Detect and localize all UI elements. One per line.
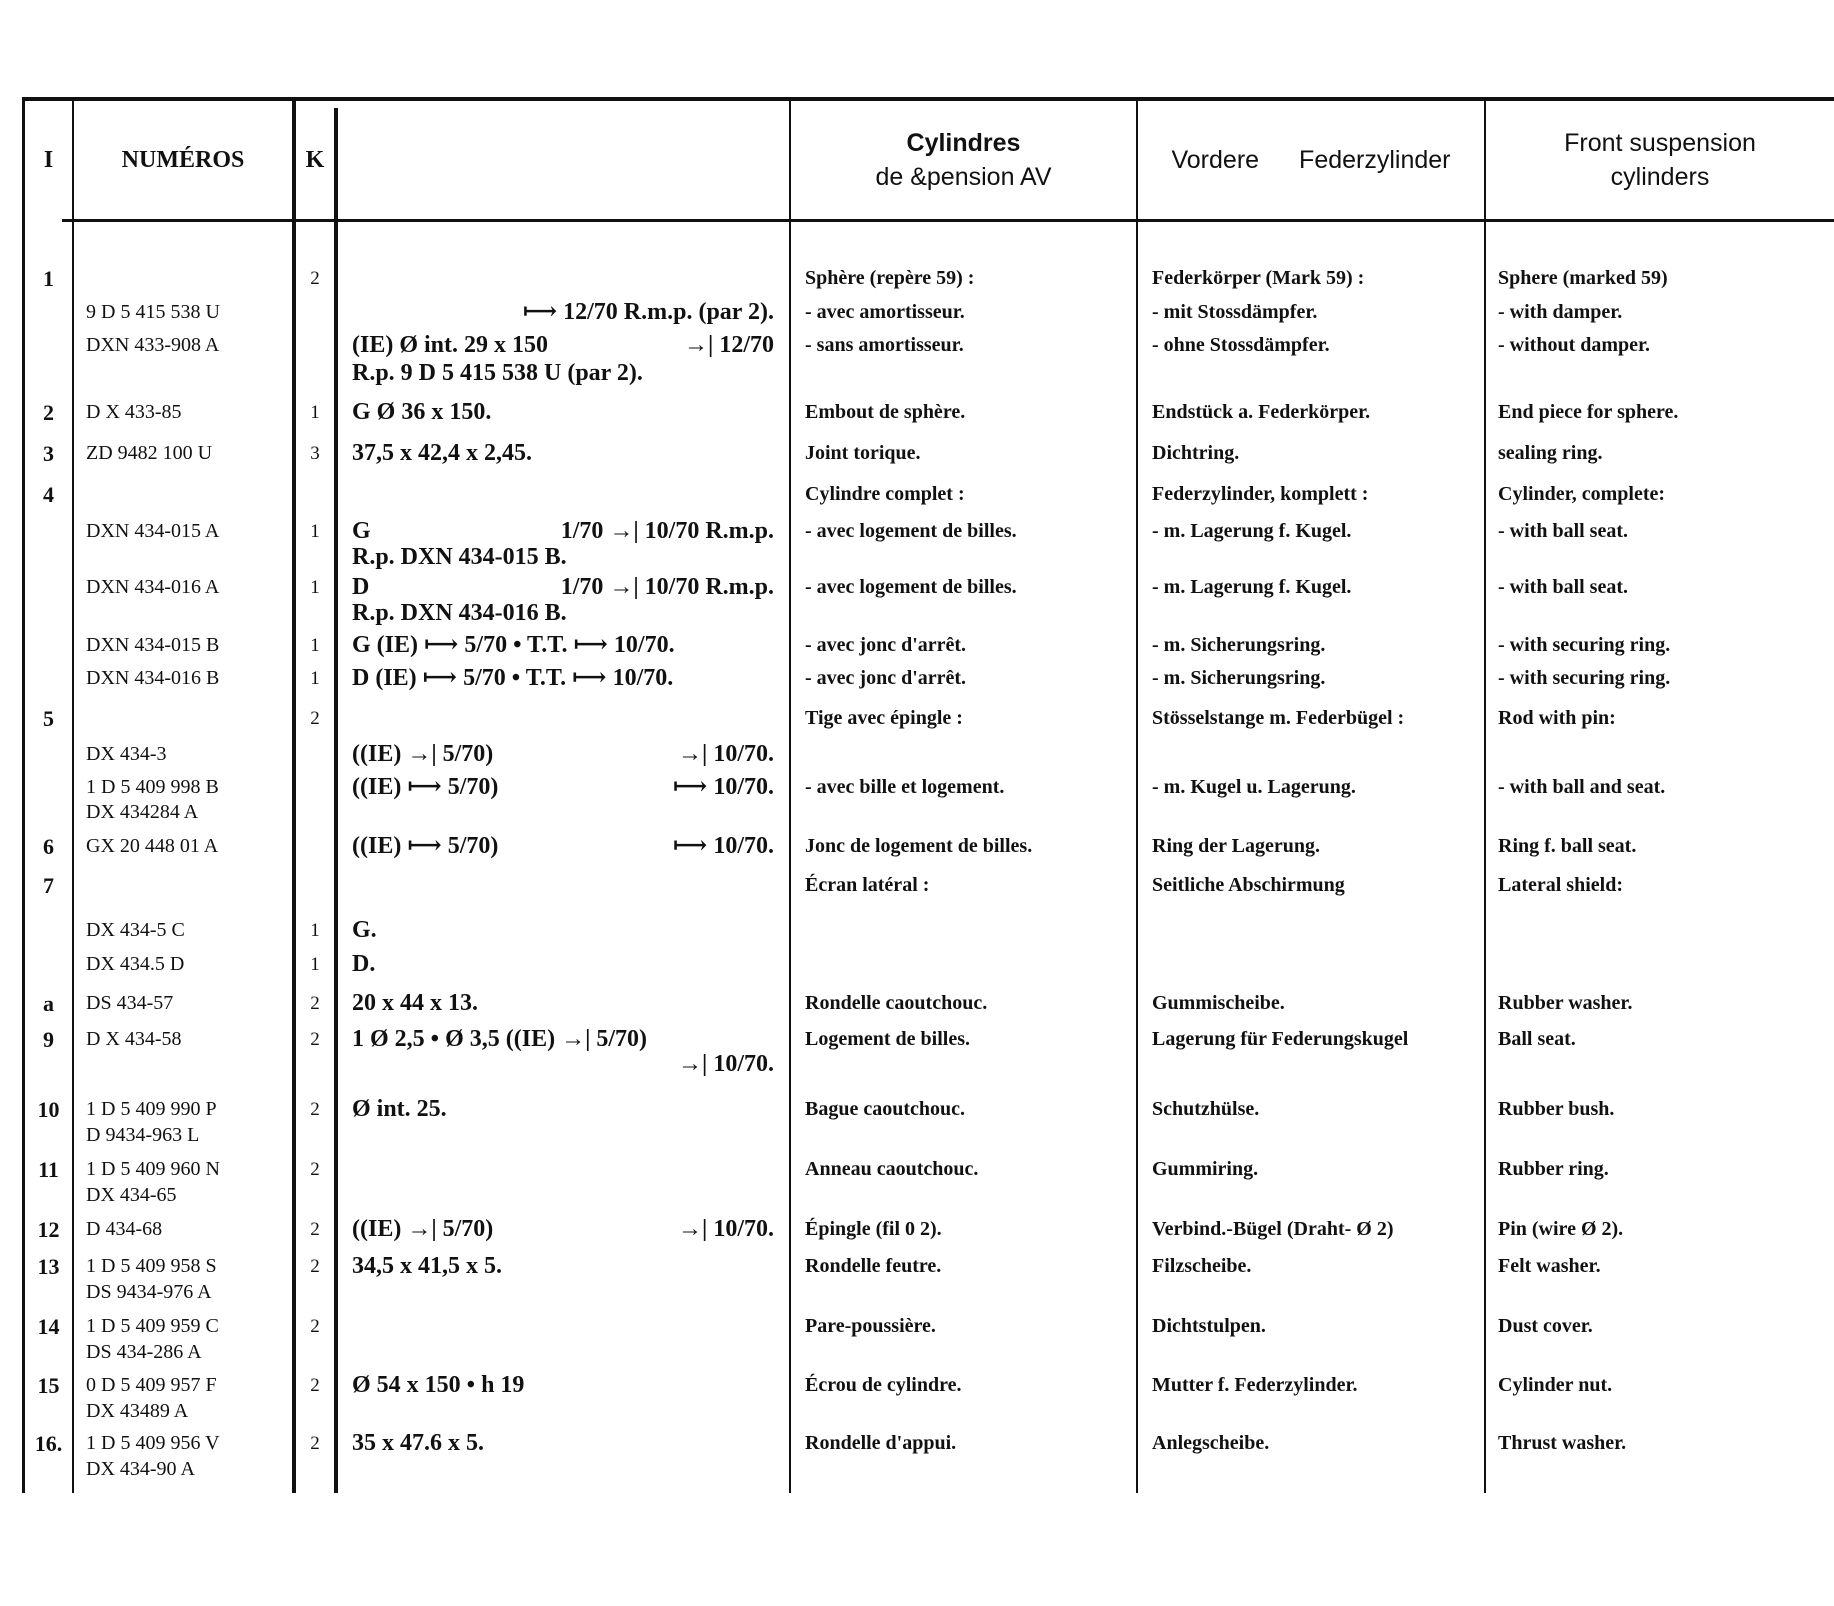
row-fr-cell: Sphère (repère 59) : <box>805 267 975 289</box>
row-idx-cell: 6 <box>43 834 54 859</box>
row-spec-cell: (IE) Ø int. 29 x 150 <box>352 332 549 358</box>
row-num-cell: D 9434-963 L <box>86 1124 200 1146</box>
row-fr-cell: Tige avec épingle : <box>805 707 963 729</box>
row-en-cell: Felt washer. <box>1498 1255 1601 1277</box>
row-spec-cell: G Ø 36 x 150. <box>352 399 492 425</box>
row-spec_r-cell: →| 10/70. <box>678 1051 774 1077</box>
row-en-cell: - with securing ring. <box>1498 634 1671 656</box>
row-spec-cell: D <box>352 574 370 600</box>
row-spec-cell: ((IE) ⟼ 5/70) <box>352 774 499 800</box>
row-k-cell: 2 <box>310 1159 320 1180</box>
row-idx-cell: 7 <box>43 873 54 898</box>
row-num-cell: D 434-68 <box>86 1218 163 1240</box>
col-rule-index <box>72 100 74 1493</box>
row-fr-cell: - avec jonc d'arrêt. <box>805 667 967 689</box>
row-idx-cell: 2 <box>43 400 54 425</box>
row-fr-cell: - avec bille et logement. <box>805 776 1005 798</box>
row-fr-cell: Rondelle feutre. <box>805 1255 942 1277</box>
header-index <box>25 101 72 219</box>
row-k-cell: 1 <box>310 577 320 598</box>
row-spec-cell: Ø int. 25. <box>352 1096 447 1122</box>
row-num-cell: 1 D 5 409 956 V <box>86 1432 220 1454</box>
row-en-cell: Ball seat. <box>1498 1028 1576 1050</box>
row-fr-cell: - avec logement de billes. <box>805 576 1017 598</box>
row-num-cell: DXN 434-015 A <box>86 520 220 542</box>
row-spec-cell: G <box>352 518 371 544</box>
col-rule-de <box>1484 100 1486 1493</box>
row-spec_r-cell: →| 10/70. <box>678 1216 774 1242</box>
row-idx-cell: 5 <box>43 706 54 731</box>
row-num-cell: DX 434-3 <box>86 743 167 765</box>
col-rule-spec <box>789 100 791 1493</box>
row-num-cell: DS 434-286 A <box>86 1341 202 1363</box>
row-num-cell: 0 D 5 409 957 F <box>86 1374 217 1396</box>
row-num-cell: 1 D 5 409 960 N <box>86 1158 220 1180</box>
row-k-cell: 2 <box>310 1316 320 1337</box>
row-idx-cell: 1 <box>43 266 54 291</box>
row-idx-cell: 11 <box>38 1157 59 1182</box>
row-spec-cell: R.p. 9 D 5 415 538 U (par 2). <box>352 360 643 386</box>
row-fr-cell: Anneau caoutchouc. <box>805 1158 979 1180</box>
row-de-cell: Verbind.-Bügel (Draht- Ø 2) <box>1152 1218 1394 1240</box>
col-rule-left <box>22 97 25 1493</box>
row-de-cell: Gummischeibe. <box>1152 992 1285 1014</box>
row-de-cell: Anlegscheibe. <box>1152 1432 1270 1454</box>
row-spec-cell: 35 x 47.6 x 5. <box>352 1430 484 1456</box>
header-fr-title: Cylindres <box>906 129 1021 157</box>
row-k-cell: 1 <box>310 635 320 656</box>
row-k-cell: 1 <box>310 402 320 423</box>
row-en-cell: - with ball seat. <box>1498 520 1628 542</box>
row-idx-cell: 15 <box>37 1373 60 1398</box>
row-k-cell: 2 <box>310 1375 320 1396</box>
col-rule-numbers <box>292 100 296 1493</box>
row-k-cell: 2 <box>310 993 320 1014</box>
row-spec-cell: ((IE) →| 5/70) <box>352 741 494 767</box>
row-de-cell: Endstück a. Federkörper. <box>1152 401 1371 423</box>
row-spec-cell: Ø 54 x 150 • h 19 <box>352 1372 525 1398</box>
row-spec_r-cell: ⟼ 10/70. <box>672 833 774 859</box>
row-spec-cell: 20 x 44 x 13. <box>352 990 478 1016</box>
header-en-title-1: Front suspension <box>1564 129 1756 157</box>
row-spec_r-cell: ⟼ 12/70 R.m.p. (par 2). <box>522 299 774 325</box>
row-spec-cell: G. <box>352 917 377 943</box>
row-idx-cell: 13 <box>37 1254 60 1279</box>
row-num-cell: DX 434.5 D <box>86 953 185 975</box>
row-en-cell: Lateral shield: <box>1498 874 1623 896</box>
row-idx-cell: 16. <box>34 1431 63 1456</box>
row-k-cell: 1 <box>310 668 320 689</box>
row-k-cell: 1 <box>310 954 320 975</box>
row-idx-cell: 9 <box>43 1027 54 1052</box>
row-num-cell: DX 434-90 A <box>86 1458 195 1480</box>
row-num-cell: DX 434-65 <box>86 1184 177 1206</box>
row-k-cell: 1 <box>310 521 320 542</box>
row-k-cell: 2 <box>310 1219 320 1240</box>
header-fr <box>791 101 1136 219</box>
row-fr-cell: Cylindre complet : <box>805 483 965 505</box>
row-en-cell: - with ball and seat. <box>1498 776 1666 798</box>
row-en-cell: Ring f. ball seat. <box>1498 835 1637 857</box>
row-fr-cell: Écran latéral : <box>805 874 930 896</box>
header-k <box>296 101 334 219</box>
row-spec-cell: D. <box>352 951 376 977</box>
row-num-cell: ZD 9482 100 U <box>86 442 213 464</box>
row-de-cell: Dichtstulpen. <box>1152 1315 1266 1337</box>
row-num-cell: D X 434-58 <box>86 1028 182 1050</box>
row-en-cell: Rubber ring. <box>1498 1158 1609 1180</box>
row-de-cell: - m. Lagerung f. Kugel. <box>1152 520 1352 542</box>
row-fr-cell: Pare-poussière. <box>805 1315 936 1337</box>
row-fr-cell: Joint torique. <box>805 442 921 464</box>
row-de-cell: Schutzhülse. <box>1152 1098 1260 1120</box>
row-num-cell: 1 D 5 409 998 B <box>86 776 219 798</box>
row-num-cell: 1 D 5 409 959 C <box>86 1315 219 1337</box>
row-en-cell: Rod with pin: <box>1498 707 1616 729</box>
row-en-cell: Sphere (marked 59) <box>1498 267 1668 289</box>
row-en-cell: - with ball seat. <box>1498 576 1628 598</box>
row-spec-cell: G (IE) ⟼ 5/70 • T.T. ⟼ 10/70. <box>352 632 675 658</box>
row-en-cell: Thrust washer. <box>1498 1432 1627 1454</box>
header-k-label: K <box>305 146 325 173</box>
row-num-cell: GX 20 448 01 A <box>86 835 219 857</box>
row-spec-cell: R.p. DXN 434-015 B. <box>352 544 567 570</box>
col-rule-fr <box>1136 100 1138 1493</box>
row-num-cell: DXN 434-015 B <box>86 634 220 656</box>
header-de <box>1138 101 1484 219</box>
row-en-cell: Rubber washer. <box>1498 992 1633 1014</box>
row-de-cell: Federkörper (Mark 59) : <box>1152 267 1365 289</box>
row-en-cell: - without damper. <box>1498 334 1651 356</box>
row-de-cell: - m. Sicherungsring. <box>1152 634 1326 656</box>
row-en-cell: End piece for sphere. <box>1498 401 1679 423</box>
row-de-cell: - m. Sicherungsring. <box>1152 667 1326 689</box>
row-num-cell: DS 9434-976 A <box>86 1281 212 1303</box>
row-spec-cell: 37,5 x 42,4 x 2,45. <box>352 440 532 466</box>
row-en-cell: Dust cover. <box>1498 1315 1593 1337</box>
row-idx-cell: 3 <box>43 441 54 466</box>
row-num-cell: DX 434-5 C <box>86 919 185 941</box>
row-en-cell: sealing ring. <box>1498 442 1603 464</box>
col-rule-k <box>334 108 338 1493</box>
header-de-title-1: Vordere <box>1171 146 1260 174</box>
row-spec-cell: R.p. DXN 434-016 B. <box>352 600 567 626</box>
row-num-cell: DXN 434-016 A <box>86 576 220 598</box>
row-fr-cell: Écrou de cylindre. <box>805 1374 962 1396</box>
row-num-cell: D X 433-85 <box>86 401 182 423</box>
row-num-cell: DX 434284 A <box>86 801 199 823</box>
header-de-title-2: Federzylinder <box>1299 146 1451 174</box>
row-k-cell: 1 <box>310 920 320 941</box>
row-fr-cell: Bague caoutchouc. <box>805 1098 965 1120</box>
row-en-cell: - with damper. <box>1498 301 1623 323</box>
row-de-cell: Gummiring. <box>1152 1158 1259 1180</box>
row-de-cell: Ring der Lagerung. <box>1152 835 1320 857</box>
row-de-cell: Lagerung für Federungskugel <box>1152 1028 1409 1050</box>
row-en-cell: Cylinder nut. <box>1498 1374 1613 1396</box>
row-fr-cell: Rondelle d'appui. <box>805 1432 957 1454</box>
row-fr-cell: Embout de sphère. <box>805 401 966 423</box>
row-fr-cell: Logement de billes. <box>805 1028 970 1050</box>
row-en-cell: Rubber bush. <box>1498 1098 1615 1120</box>
header-index-label: I <box>43 146 54 173</box>
row-spec-cell: D (IE) ⟼ 5/70 • T.T. ⟼ 10/70. <box>352 665 674 691</box>
row-de-cell: Federzylinder, komplett : <box>1152 483 1369 505</box>
row-spec_r-cell: 1/70 →| 10/70 R.m.p. <box>560 574 774 600</box>
row-fr-cell: - avec jonc d'arrêt. <box>805 634 967 656</box>
row-spec_r-cell: →| 10/70. <box>678 741 774 767</box>
row-k-cell: 2 <box>310 268 320 289</box>
header-fr-subtitle: de &pension AV <box>875 163 1052 191</box>
row-en-cell: Pin (wire Ø 2). <box>1498 1218 1624 1240</box>
header-en-title-2: cylinders <box>1610 163 1710 191</box>
row-en-cell: - with securing ring. <box>1498 667 1671 689</box>
row-fr-cell: - avec amortisseur. <box>805 301 965 323</box>
row-spec-cell: 34,5 x 41,5 x 5. <box>352 1253 502 1279</box>
row-idx-cell: 4 <box>43 482 54 507</box>
row-de-cell: Mutter f. Federzylinder. <box>1152 1374 1358 1396</box>
row-spec_r-cell: 1/70 →| 10/70 R.m.p. <box>560 518 774 544</box>
row-spec-cell: 1 Ø 2,5 • Ø 3,5 ((IE) →| 5/70) <box>352 1026 648 1052</box>
row-fr-cell: Rondelle caoutchouc. <box>805 992 988 1014</box>
row-k-cell: 2 <box>310 1433 320 1454</box>
row-k-cell: 2 <box>310 1029 320 1050</box>
row-de-cell: - m. Kugel u. Lagerung. <box>1152 776 1356 798</box>
row-k-cell: 3 <box>310 443 320 464</box>
row-spec-cell: ((IE) →| 5/70) <box>352 1216 494 1242</box>
row-num-cell: DXN 433-908 A <box>86 334 220 356</box>
row-fr-cell: - avec logement de billes. <box>805 520 1017 542</box>
row-idx-cell: 12 <box>37 1217 60 1242</box>
row-spec_r-cell: →| 12/70 <box>684 332 774 358</box>
row-num-cell: 1 D 5 409 990 P <box>86 1098 217 1120</box>
row-num-cell: DS 434-57 <box>86 992 174 1014</box>
row-en-cell: Cylinder, complete: <box>1498 483 1666 505</box>
row-fr-cell: - sans amortisseur. <box>805 334 964 356</box>
row-fr-cell: Jonc de logement de billes. <box>805 835 1033 857</box>
row-spec-cell: ((IE) ⟼ 5/70) <box>352 833 499 859</box>
row-idx-cell: 14 <box>37 1314 60 1339</box>
row-de-cell: Filzscheibe. <box>1152 1255 1252 1277</box>
header-bottom-rule <box>62 219 1834 222</box>
row-num-cell: 9 D 5 415 538 U <box>86 301 220 323</box>
row-idx-cell: a <box>43 991 54 1016</box>
row-num-cell: 1 D 5 409 958 S <box>86 1255 217 1277</box>
header-numbers-label: NUMÉROS <box>121 146 245 173</box>
row-de-cell: Seitliche Abschirmung <box>1152 874 1345 896</box>
row-de-cell: Dichtring. <box>1152 442 1240 464</box>
header-numbers <box>74 101 292 219</box>
row-num-cell: DXN 434-016 B <box>86 667 220 689</box>
row-idx-cell: 10 <box>37 1097 60 1122</box>
row-num-cell: DX 43489 A <box>86 1400 189 1422</box>
row-k-cell: 2 <box>310 708 320 729</box>
row-spec_r-cell: ⟼ 10/70. <box>672 774 774 800</box>
row-k-cell: 2 <box>310 1256 320 1277</box>
row-de-cell: Stösselstange m. Federbügel : <box>1152 707 1405 729</box>
row-de-cell: - ohne Stossdämpfer. <box>1152 334 1330 356</box>
row-fr-cell: Épingle (fil 0 2). <box>805 1218 942 1240</box>
row-de-cell: - mit Stossdämpfer. <box>1152 301 1318 323</box>
header-en <box>1486 101 1834 219</box>
row-de-cell: - m. Lagerung f. Kugel. <box>1152 576 1352 598</box>
row-k-cell: 2 <box>310 1099 320 1120</box>
